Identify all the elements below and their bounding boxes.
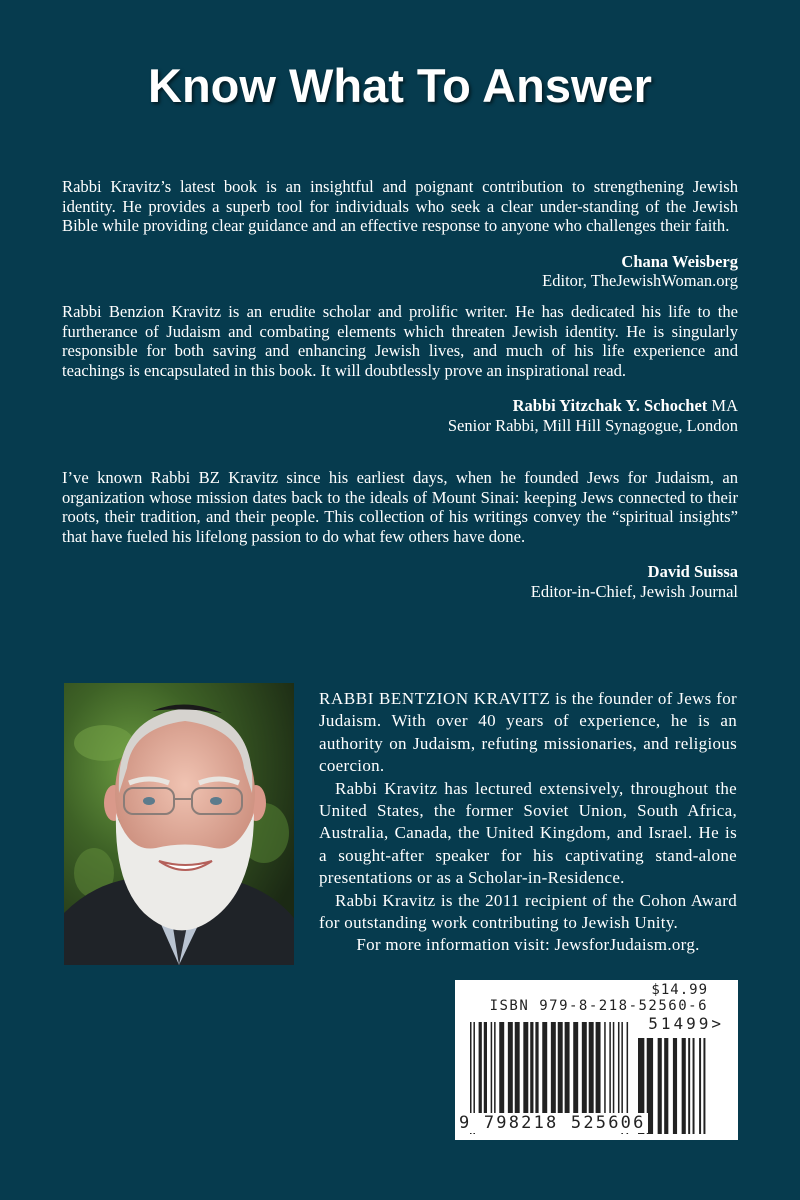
barcode-bar xyxy=(664,1038,668,1134)
barcode-bar xyxy=(535,1022,538,1118)
barcode-bar xyxy=(618,1022,620,1118)
barcode-bar xyxy=(484,1022,487,1118)
bio-paragraph: Rabbi Kravitz is the 2011 recipient of the Cohon Award for outstanding work contributing to Jewish Unity. xyxy=(319,890,737,933)
barcode-bar xyxy=(491,1022,493,1118)
barcode-bar xyxy=(494,1022,496,1118)
barcode-bar xyxy=(551,1022,556,1118)
price-label: $14.99 xyxy=(651,982,708,998)
barcode-bar xyxy=(479,1022,482,1118)
bio-website-line: For more information visit: JewsforJudaism.org. xyxy=(356,935,700,955)
endorser-role: Editor, TheJewishWoman.org xyxy=(542,271,738,291)
author-name-caps: RABBI BENTZION KRAVITZ xyxy=(319,689,551,708)
barcode-bar xyxy=(693,1038,695,1134)
endorser-name-text: David Suissa xyxy=(647,562,738,582)
price-addon-code: 51499> xyxy=(648,1014,724,1033)
barcode-bar xyxy=(596,1022,601,1118)
barcode-bar xyxy=(499,1022,504,1118)
endorser-role: Editor-in-Chief, Jewish Journal xyxy=(530,581,738,601)
bio-paragraph xyxy=(319,688,737,778)
addon-barcode-bars xyxy=(638,1038,710,1134)
barcode-bar xyxy=(673,1038,677,1134)
endorser-name-text: Chana Weisberg xyxy=(621,251,738,271)
barcode-bar xyxy=(613,1022,615,1118)
isbn-barcode xyxy=(455,980,738,1140)
author-photo xyxy=(64,683,294,965)
barcode-bar xyxy=(589,1022,594,1118)
barcode-bar xyxy=(609,1022,611,1118)
endorser-degree: MA xyxy=(707,396,738,416)
endorsement xyxy=(62,302,738,435)
barcode-bar xyxy=(530,1022,533,1118)
endorsement-attribution xyxy=(62,396,738,435)
endorsement-text: I’ve known Rabbi BZ Kravitz since his earliest days, when he founded Jews for Judaism, an organization whose mission dates back to the ideals of Mount Sinai: keeping Jews connected to their roots, their tradition, and their people. This collection of his writings convey the “spiritual insights” that have fueled his lifelong passion to do what few others have done. xyxy=(62,468,738,546)
author-portrait-illustration xyxy=(64,683,294,965)
barcode-bar xyxy=(658,1038,662,1134)
barcode-bar xyxy=(604,1022,606,1118)
bio-paragraph: Rabbi Kravitz has lectured extensively, throughout the United States, the former Soviet Union, South Africa, Australia, Canada, the United Kingdom, and Israel. He is a sought-after speaker for his captivating stand-alone presentations or as a Scholar-in-Residence. xyxy=(319,778,737,888)
barcode-bar xyxy=(508,1022,513,1118)
endorsement-text: Rabbi Benzion Kravitz is an erudite scholar and prolific writer. He has dedicated his life to the furtherance of Judaism and combating elements which threaten Jewish identity. He is singularly responsible for both saving and enhancing Jewish lives, and much of his life experience and teachings is encapsulated in this book. It will doubtlessly prove an inspirational read. xyxy=(62,302,738,380)
endorsement xyxy=(62,468,738,601)
barcode-bar xyxy=(703,1038,705,1134)
barcode-bar xyxy=(688,1038,690,1134)
barcode-bar xyxy=(699,1038,701,1134)
barcode-bar xyxy=(558,1022,563,1118)
endorser-name-text: Rabbi Yitzchak Y. Schochet xyxy=(512,396,708,416)
barcode-bar xyxy=(542,1022,547,1118)
barcode-number: 9 798218 525606 xyxy=(459,1113,646,1133)
barcode-bar xyxy=(682,1038,686,1134)
endorser-name xyxy=(62,562,738,582)
barcode-bar xyxy=(647,1038,653,1134)
barcode-bar xyxy=(573,1022,578,1118)
endorsement-text: Rabbi Kravitz’s latest book is an insightful and poignant contribution to strengthening Jewish identity. He provides a superb tool for individuals who seek a clear under-standing of the Jewish Bible while providing clear guidance and an effective response to anyone who challenges their faith. xyxy=(62,177,738,236)
isbn-label: ISBN 979-8-218-52560-6 xyxy=(489,998,708,1014)
barcode-bar xyxy=(515,1022,520,1118)
endorsement-attribution xyxy=(62,562,738,601)
endorser-role: Senior Rabbi, Mill Hill Synagogue, London xyxy=(447,415,738,435)
endorsement-attribution xyxy=(62,252,738,291)
barcode-bar xyxy=(565,1022,570,1118)
book-title: Know What To Answer xyxy=(148,59,652,112)
barcode-bar xyxy=(582,1022,587,1118)
endorsement xyxy=(62,177,738,291)
bio-paragraph-text: is the founder of Jews for Judaism. With over 40 years of experience, he is an authority on Judaism, refuting missionaries, and religious coercion. xyxy=(319,689,737,776)
endorser-name xyxy=(62,252,738,272)
barcode-bar xyxy=(523,1022,528,1118)
endorser-name xyxy=(62,396,738,416)
author-bio xyxy=(319,688,737,957)
